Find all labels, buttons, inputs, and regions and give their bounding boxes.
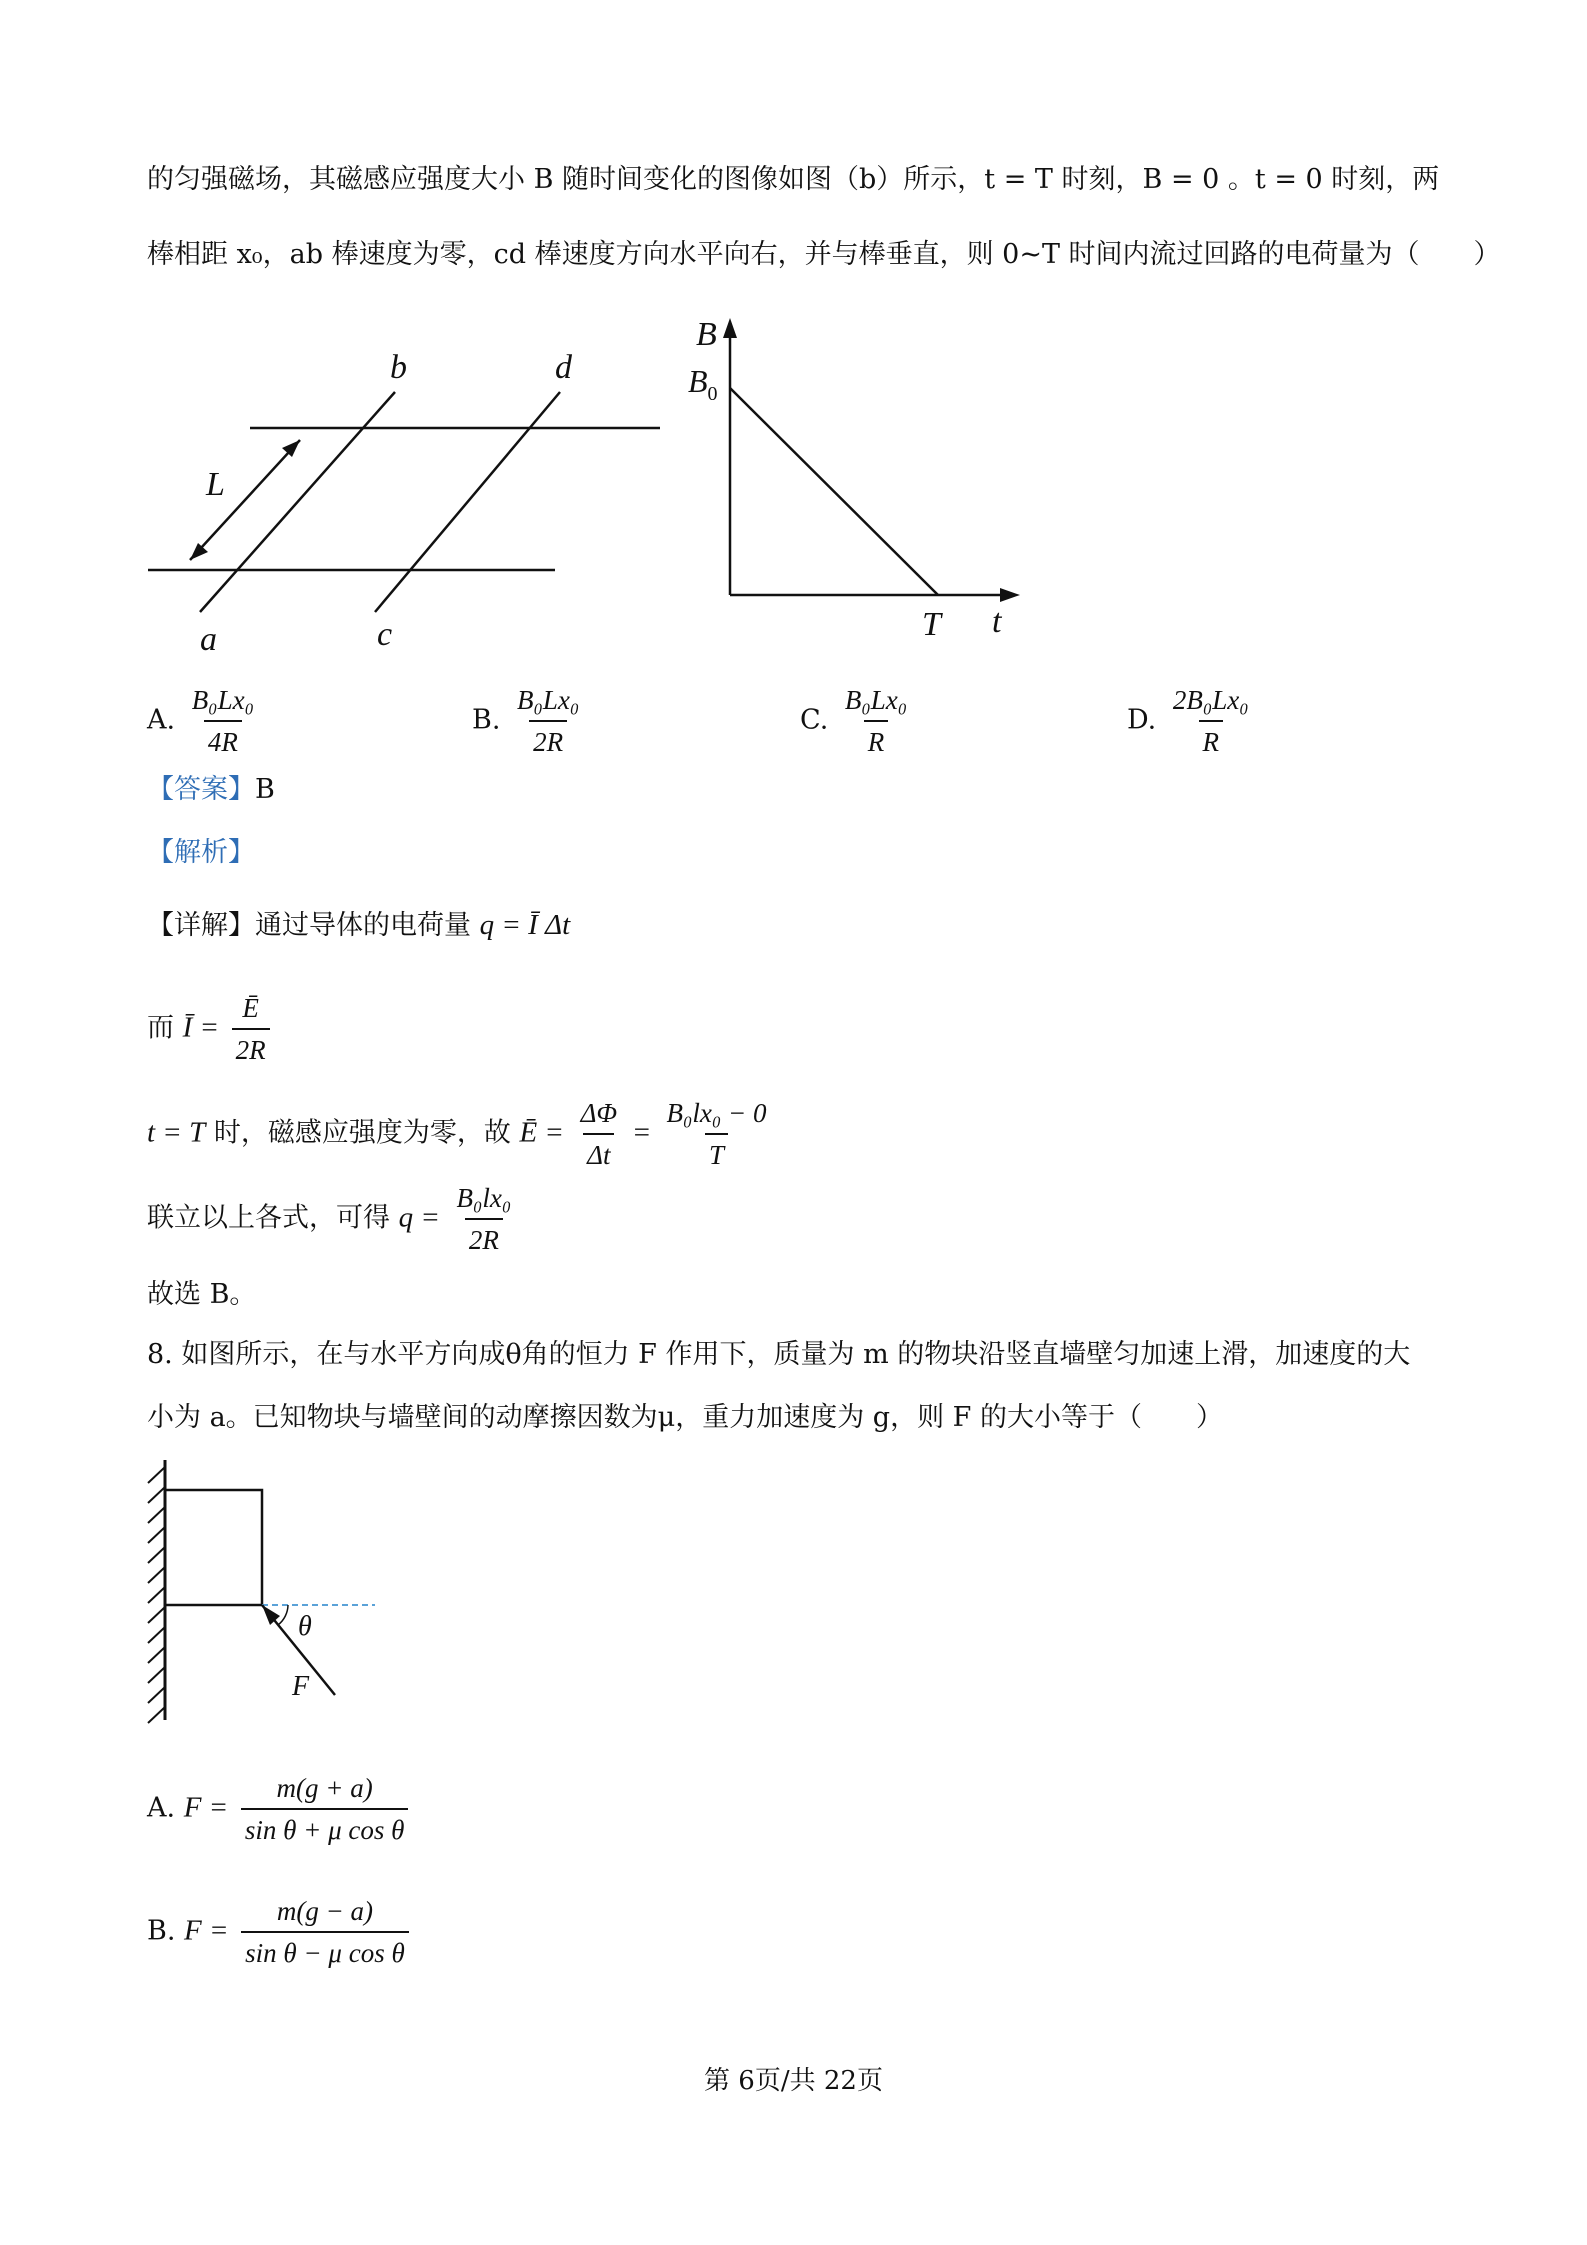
- intro-line-2: 棒相距 x₀，ab 棒速度为零，cd 棒速度方向水平向右，并与棒垂直，则 0~T 时间内流过回路的电荷量为（ ）: [147, 239, 1501, 270]
- detail-line-4: 联立以上各式，可得 q = $\frac{\text{B₀lx₀}}{2R}$: [147, 1180, 519, 1258]
- axis-label-t: t: [992, 603, 1002, 640]
- q8-option-a[interactable]: A. F = $\frac{m(g + a)}{\text{sin θ + μ cos θ}}$: [147, 1770, 412, 1848]
- q8-line-2: 小为 a。已知物块与墙壁间的动摩擦因数为μ，重力加速度为 g，则 F 的大小等于（ ）: [147, 1402, 1223, 1433]
- q7-option-d[interactable]: D. $\frac{\text{2B₀Lx₀}}{R}$: [1127, 682, 1257, 760]
- series-line-B: [730, 388, 938, 595]
- figure-a-rails: [140, 340, 680, 660]
- bar-cd: [375, 392, 560, 612]
- label-d: d: [555, 349, 572, 386]
- q7-option-a[interactable]: A. $\frac{\text{B₀Lx₀}}{4R}$: [147, 682, 262, 760]
- analysis-tag: 【解析】: [147, 837, 255, 868]
- answer-value: B: [255, 774, 275, 805]
- page-footer: 第 6页/共 22页: [704, 2066, 883, 2096]
- axis-label-B: B: [696, 316, 717, 353]
- wall-hatch: [148, 1467, 165, 1723]
- y-axis-arrow: [723, 318, 737, 338]
- figure-q8-wall: [140, 1455, 400, 1725]
- arrow-head-up: [282, 440, 300, 457]
- angle-arc: [278, 1605, 288, 1625]
- arrow-head-down: [190, 543, 208, 560]
- x-axis-arrow: [1000, 588, 1020, 602]
- label-F: F: [292, 1671, 310, 1702]
- block: [165, 1490, 262, 1605]
- detail-line-5: 故选 B。: [147, 1279, 257, 1310]
- label-L: L: [206, 466, 225, 503]
- tick-label-T: T: [922, 606, 941, 643]
- label-B0: $B_0$: [688, 363, 718, 405]
- answer-line: [147, 770, 275, 810]
- q7-option-c[interactable]: C. $\frac{\text{B₀Lx₀}}{R}$: [800, 682, 915, 760]
- detail-line-1: 【详解】通过导体的电荷量 q = Ī Δt: [147, 909, 571, 941]
- bar-ab: [200, 392, 395, 612]
- label-theta: θ: [298, 1611, 312, 1642]
- answer-tag: 【答案】: [147, 774, 255, 805]
- q8-option-b[interactable]: B. F = $\frac{m(g - a)}{\text{sin θ − μ cos θ}}$: [147, 1893, 413, 1971]
- q8-line-1: 8. 如图所示，在与水平方向成θ角的恒力 F 作用下，质量为 m 的物块沿竖直墙壁匀加速上滑，加速度的大: [147, 1339, 1411, 1370]
- label-c: c: [377, 616, 393, 653]
- figure-b-graph: [680, 310, 1040, 650]
- detail-line-2: 而 Ī = $\frac{Ē}{2R}$: [147, 990, 274, 1068]
- q7-option-b[interactable]: B. $\frac{\text{B₀Lx₀}}{2R}$: [472, 682, 587, 760]
- intro-line-1: 的匀强磁场，其磁感应强度大小 B 随时间变化的图像如图（b）所示，t = T 时刻，B = 0 。t = 0 时刻，两: [147, 164, 1440, 195]
- label-b: b: [390, 349, 407, 386]
- label-a: a: [200, 621, 217, 658]
- detail-line-3: t = T 时，磁感应强度为零，故 Ē = $\frac{\Delta\Phi}{\Delta t}$ = $\frac{\text{B₀lx₀ − 0}}{T}$: [147, 1095, 775, 1173]
